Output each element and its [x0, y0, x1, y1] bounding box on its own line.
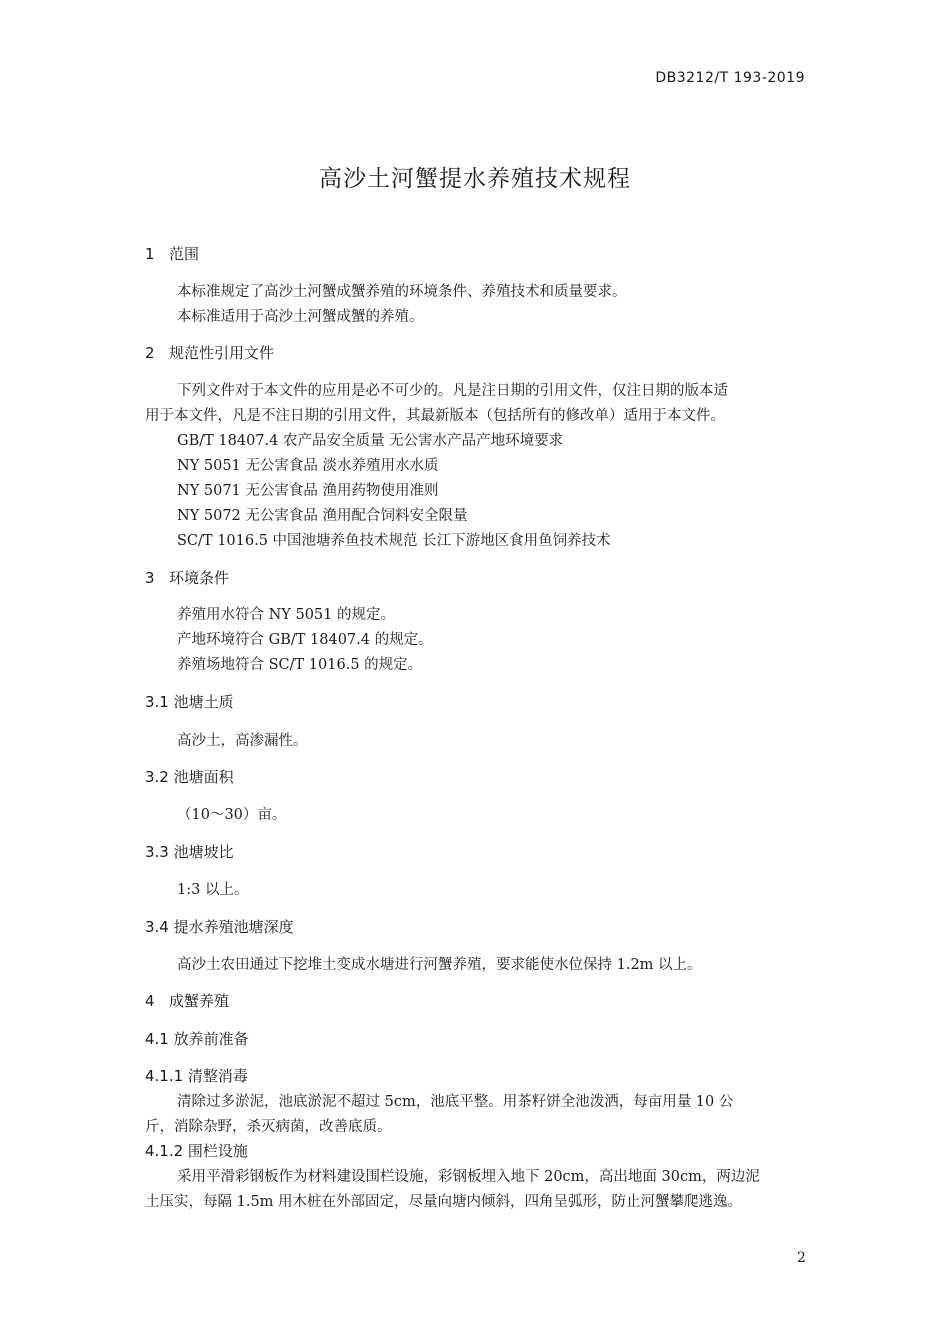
section-title: 环境条件	[169, 569, 230, 587]
section-title: 规范性引用文件	[169, 344, 275, 362]
section-number: 1	[145, 245, 155, 263]
paragraph-continuation: 土压实，每隔 1.5m 用木桩在外部固定，尽量向塘内倾斜，四角呈弧形，防止河蟹攀爬逃逸。	[145, 1194, 743, 1210]
paragraph: 本标准适用于高沙土河蟹成蟹的养殖。	[177, 309, 424, 325]
section-3-heading	[145, 567, 229, 588]
section-title: 成蟹养殖	[169, 992, 230, 1010]
section-2-heading	[145, 342, 274, 363]
paragraph-continuation: 用于本文件，凡是不注日期的引用文件，其最新版本（包括所有的修改单）适用于本文件。	[145, 408, 725, 424]
section-1-heading	[145, 243, 199, 264]
section-title: 范围	[169, 245, 200, 263]
paragraph: 产地环境符合 GB/T 18407.4 的规定。	[177, 632, 433, 648]
subsection-3-2-heading: 3.2 池塘面积	[145, 768, 234, 786]
paragraph: 高沙土农田通过下挖堆土变成水塘进行河蟹养殖，要求能使水位保持 1.2m 以上。	[177, 957, 702, 973]
document-number: DB3212/T 193-2019	[655, 70, 805, 86]
reference-item: NY 5072 无公害食品 渔用配合饲料安全限量	[177, 508, 468, 524]
reference-item: NY 5071 无公害食品 渔用药物使用准则	[177, 483, 439, 499]
reference-item: GB/T 18407.4 农产品安全质量 无公害水产品产地环境要求	[177, 433, 564, 449]
paragraph-continuation: 斤，消除杂野，杀灭病菌，改善底质。	[145, 1119, 392, 1135]
document-title: 高沙土河蟹提水养殖技术规程	[319, 166, 631, 192]
paragraph: 高沙土，高渗漏性。	[177, 733, 308, 749]
subsection-4-1-2-heading: 4.1.2 围栏设施	[145, 1142, 248, 1160]
reference-item: SC/T 1016.5 中国池塘养鱼技术规范 长江下游地区食用鱼饲养技术	[177, 533, 611, 549]
paragraph: 养殖场地符合 SC/T 1016.5 的规定。	[177, 657, 423, 673]
section-number: 4	[145, 992, 155, 1010]
subsection-3-4-heading: 3.4 提水养殖池塘深度	[145, 918, 294, 936]
paragraph: 1:3 以上。	[177, 882, 249, 898]
section-number: 2	[145, 344, 155, 362]
subsection-3-3-heading: 3.3 池塘坡比	[145, 843, 234, 861]
reference-item: NY 5051 无公害食品 淡水养殖用水水质	[177, 458, 439, 474]
section-number: 3	[145, 569, 155, 587]
section-4-heading	[145, 990, 229, 1011]
subsection-4-1-heading: 4.1 放养前准备	[145, 1030, 249, 1048]
paragraph: 下列文件对于本文件的应用是必不可少的。凡是注日期的引用文件，仅注日期的版本适	[177, 383, 728, 399]
paragraph: 本标准规定了高沙土河蟹成蟹养殖的环境条件、养殖技术和质量要求。	[177, 284, 627, 300]
subsection-4-1-1-heading: 4.1.1 清整消毒	[145, 1067, 248, 1085]
paragraph: 养殖用水符合 NY 5051 的规定。	[177, 607, 395, 623]
paragraph: 清除过多淤泥，池底淤泥不超过 5cm，池底平整。用茶籽饼全池泼洒，每亩用量 10 公	[177, 1094, 734, 1110]
paragraph: （10～30）亩。	[177, 807, 287, 823]
page-number: 2	[797, 1250, 806, 1266]
subsection-3-1-heading: 3.1 池塘土质	[145, 693, 234, 711]
paragraph: 采用平滑彩钢板作为材料建设围栏设施，彩钢板埋入地下 20cm，高出地面 30cm，两边泥	[177, 1169, 760, 1185]
